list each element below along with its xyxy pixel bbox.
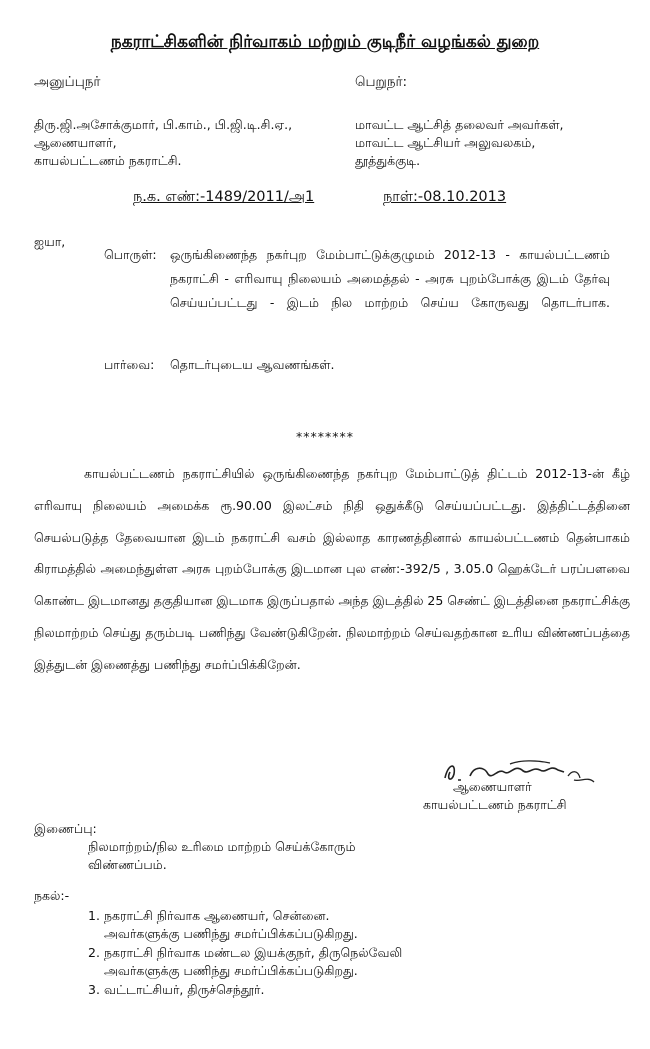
separator: ******** bbox=[296, 429, 354, 444]
sender-line: காயல்பட்டணம் நகராட்சி. bbox=[34, 153, 182, 168]
copy-item-line: நகராட்சி நிர்வாக ஆணையர், சென்னை. bbox=[104, 908, 330, 923]
recipient-label: பெறுநர்: bbox=[355, 74, 408, 90]
document-heading bbox=[0, 32, 650, 54]
enclosure-label: இணைப்பு: bbox=[34, 821, 97, 836]
copy-item-line: அவர்களுக்கு பணிந்து சமர்ப்பிக்கப்படுகிறது. bbox=[104, 925, 358, 941]
copy-item bbox=[104, 907, 358, 942]
signatory-designation: ஆணையாளர் bbox=[453, 779, 532, 794]
copy-item bbox=[104, 944, 402, 979]
enclosure-line: விண்ணப்பம். bbox=[88, 857, 167, 872]
enclosure-line: நிலமாற்றம்/நில உரிமை மாற்றம் செய்க்கோரும் bbox=[88, 839, 356, 854]
salutation: ஐயா, bbox=[34, 234, 66, 249]
body-text: காயல்பட்டணம் நகராட்சியில் ஒருங்கிணைந்த நகர்புற மேம்பாட்டுத் திட்டம் 2012-13-ன் கீழ் எரிவாயு நிலையம் அமைக்க ரூ.90.00 இலட்சம் நிதி ஒதுக்கீடு செய்யப்பட்டது. இத்திட்டத்தினை செயல்படுத்த தேவையான இடம் நகராட்சி வசம் இல்லாத காரணத்தினால் காயல்பட்டணம் தென்பாகம் கிராமத்தில் அமைந்துள்ள அரசு புறம்போக்கு இடமான புல எண்:-392/5 , 3.05.0 ஹெக்டேர் பரப்பளவை கொண்ட இடமானது தகுதியான இடமாக இருப்பதால் அந்த இடத்தில் 25 செண்ட் இடத்தினை நகராட்சிக்கு நிலமாற்றம் செய்து தரும்படி பணிந்து வேண்டுகிறேன். நிலமாற்றம் செய்வதற்கான உரிய விண்ணப்பத்தை இத்துடன் இணைத்து பணிந்து சமர்ப்பிக்கிறேன். bbox=[34, 466, 630, 672]
copy-item-number: 1. bbox=[88, 908, 100, 923]
sender-line: திரு.ஜி.அசோக்குமார், பி.காம்., பி.ஜி.டி.சி.ஏ., bbox=[34, 117, 293, 132]
heading-text: நகராட்சிகளின் நிர்வாகம் மற்றும் குடிநீர் வழங்கல் துறை bbox=[110, 32, 540, 52]
body-paragraph bbox=[34, 458, 630, 681]
copy-to-label: நகல்:- bbox=[34, 888, 70, 903]
recipient-line: மாவட்ட ஆட்சியர் அலுவலகம், bbox=[355, 135, 536, 150]
subject-label: பொருள்: bbox=[104, 247, 157, 262]
reference-text: தொடர்புடைய ஆவணங்கள். bbox=[170, 357, 335, 372]
sender-line: ஆணையாளர், bbox=[34, 135, 117, 150]
subject-text: ஒருங்கிணைந்த நகர்புற மேம்பாட்டுக்குழுமம் 2012-13 - காயல்பட்டணம் நகராட்சி - எரிவாயு நிலையம் அமைத்தல் - அரசு புறம்போக்கு இடம் தேர்வு செய்யப்பட்டது - இடம் நில மாற்றம் செய்ய கோருவது தொடர்பாக. bbox=[170, 247, 610, 310]
copy-item bbox=[104, 981, 264, 999]
enclosure-list bbox=[88, 838, 356, 874]
reference-number: ந.க. எண்:-1489/2011/அ1 bbox=[133, 189, 315, 205]
recipient-line: தூத்துக்குடி. bbox=[355, 153, 421, 168]
copy-item-number: 3. bbox=[88, 982, 100, 997]
recipient-line: மாவட்ட ஆட்சித் தலைவர் அவர்கள், bbox=[355, 117, 564, 132]
reference-label: பார்வை: bbox=[104, 357, 155, 372]
signatory-office: காயல்பட்டணம் நகராட்சி bbox=[423, 797, 567, 812]
letter-date: நாள்:-08.10.2013 bbox=[383, 189, 507, 205]
copy-item-line: நகராட்சி நிர்வாக மண்டல இயக்குநர், திருநெல்வேலி bbox=[104, 945, 403, 960]
recipient-address bbox=[355, 116, 564, 170]
copy-item-line: அவர்களுக்கு பணிந்து சமர்ப்பிக்கப்படுகிறது. bbox=[104, 962, 358, 978]
copy-item-number: 2. bbox=[88, 945, 100, 960]
sender-label: அனுப்புநர் bbox=[34, 74, 101, 90]
copy-item-line: வட்டாட்சியர், திருச்செந்தூர். bbox=[104, 982, 265, 997]
sender-address bbox=[34, 116, 292, 170]
